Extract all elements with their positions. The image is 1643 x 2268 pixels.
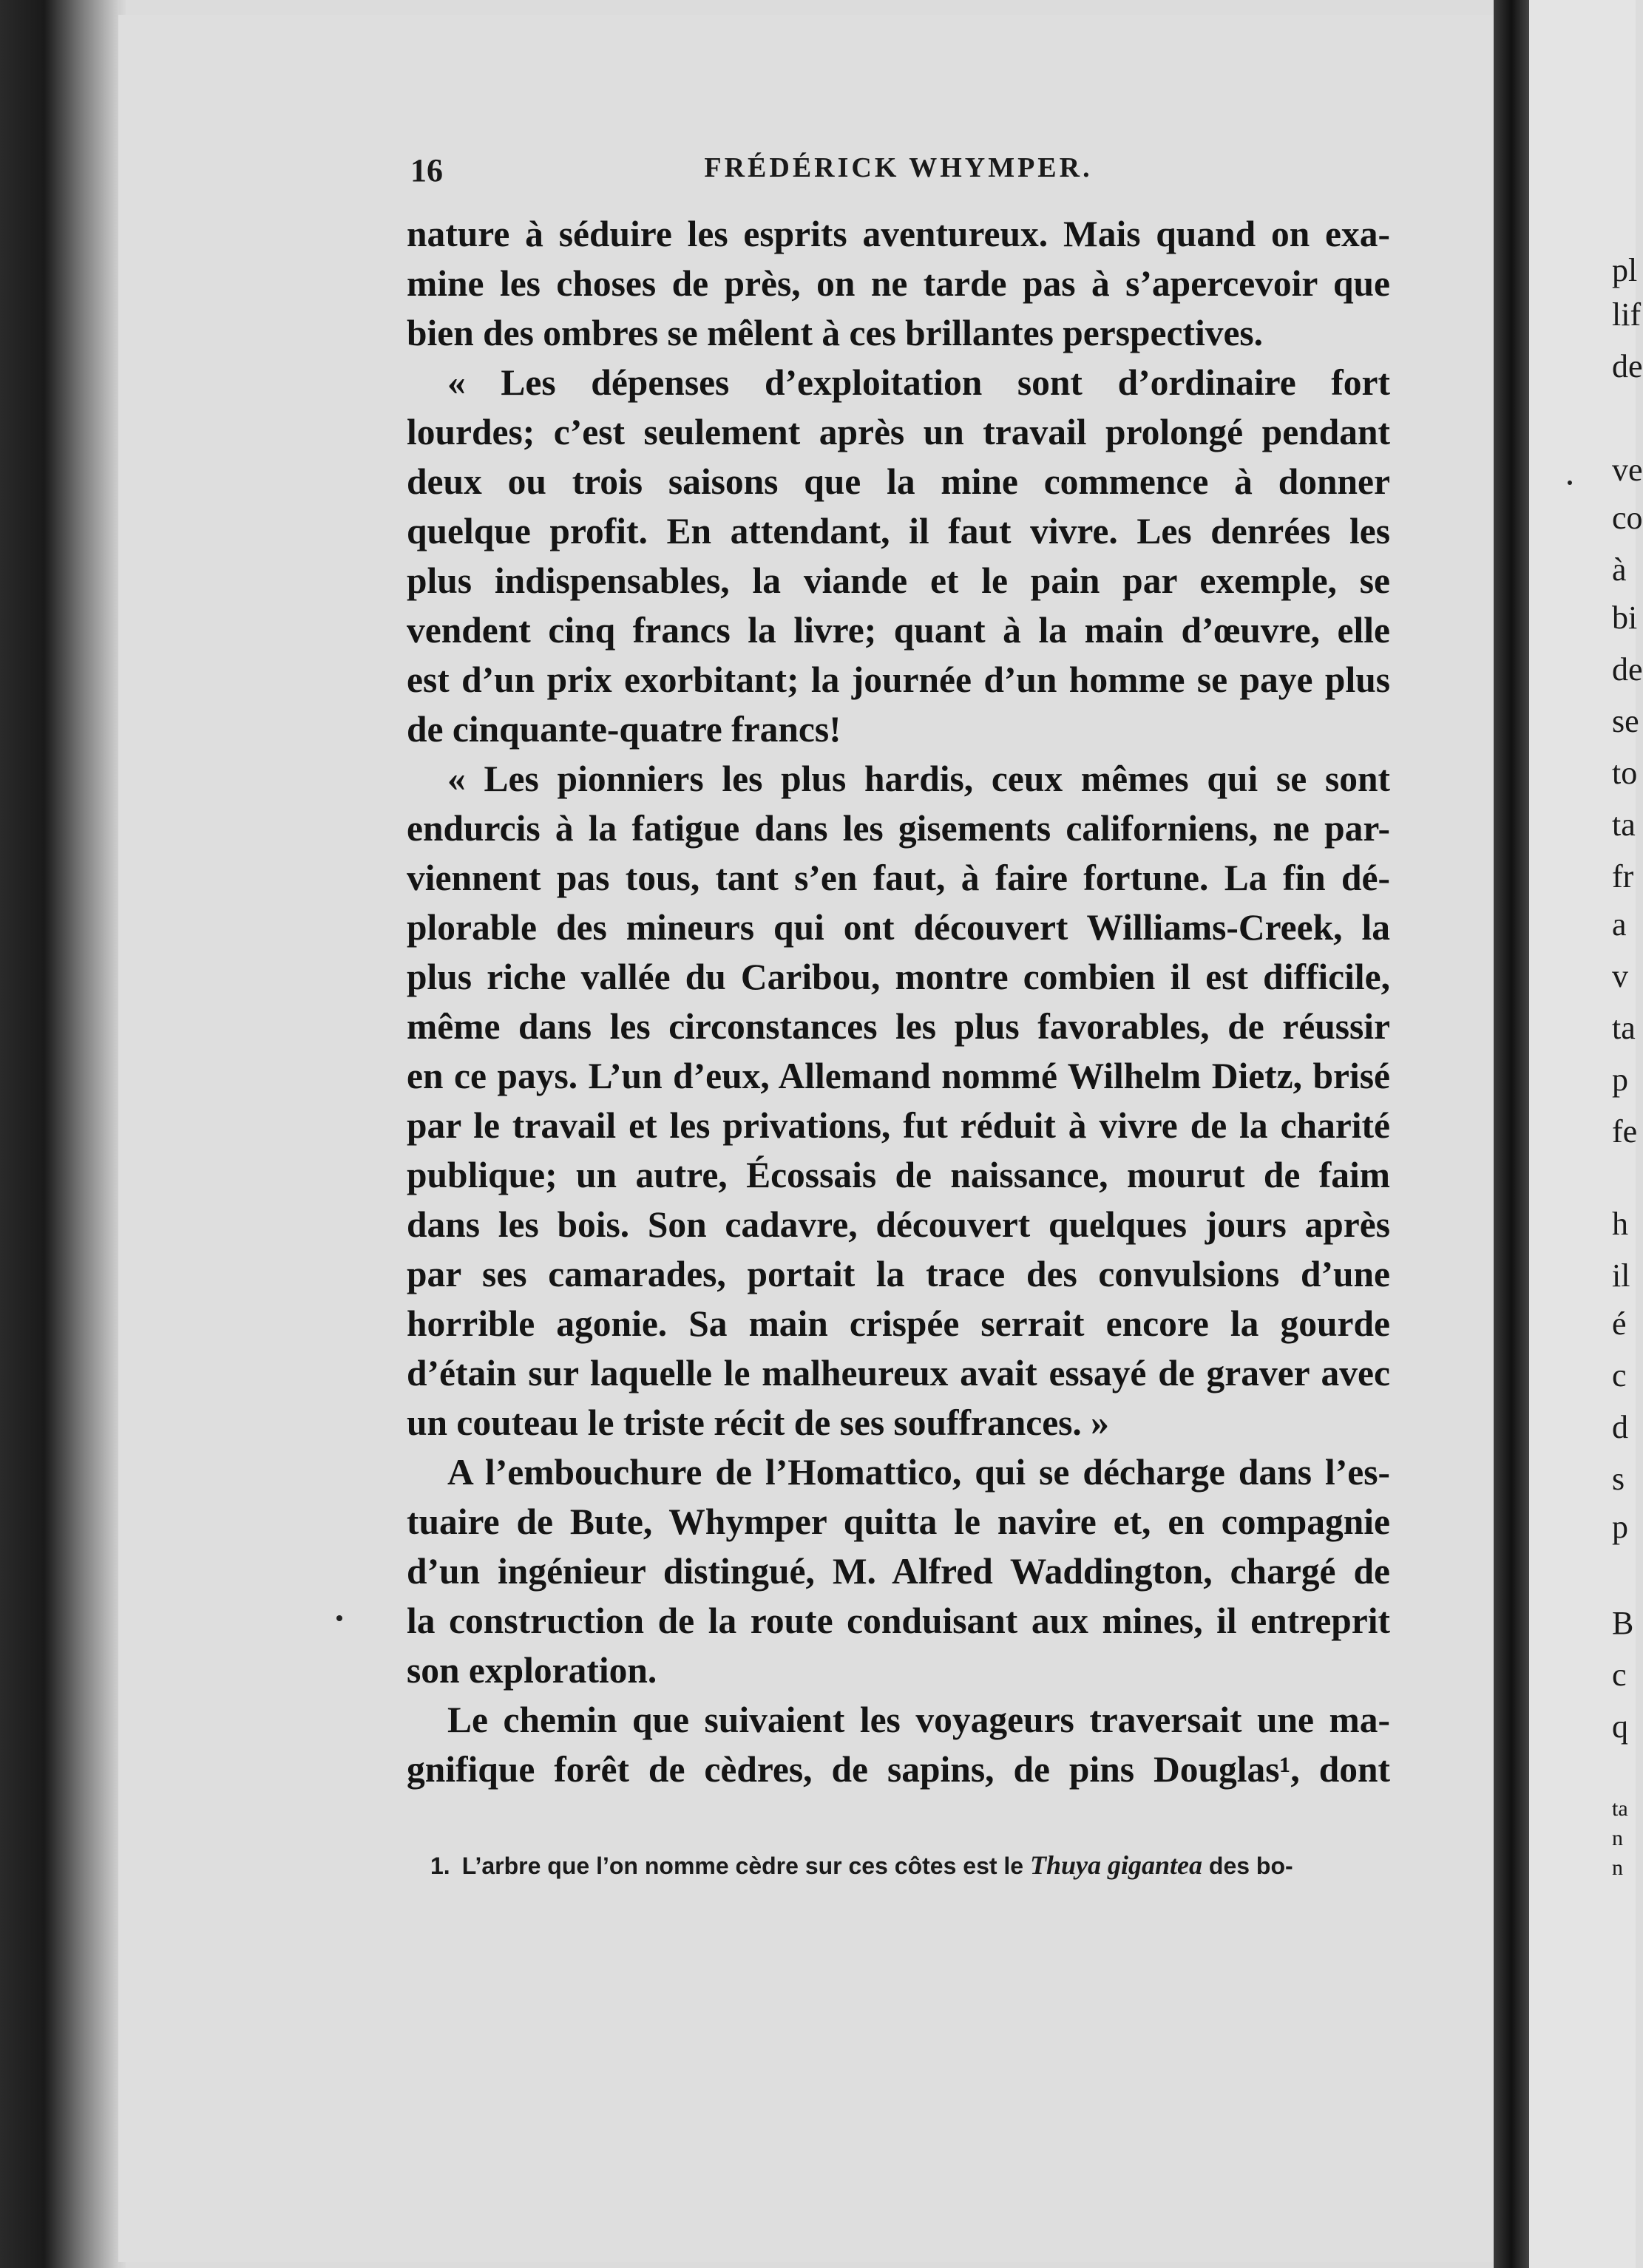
text-line: vendent cinq francs la livre; quant à la main d’œuvre, elle: [407, 610, 1390, 651]
adjacent-page-fragment: c: [1612, 1657, 1627, 1693]
adjacent-page-fragment: co: [1612, 500, 1643, 536]
page-header: [410, 152, 1386, 196]
text-line: A l’embouchure de l’Homattico, qui se décharge dans l’es-: [447, 1452, 1390, 1493]
footnote-text-before: L’arbre que l’on nomme cèdre sur ces côtes est le: [461, 1853, 1024, 1879]
adjacent-page-fragment: bi: [1612, 600, 1638, 636]
adjacent-page-fragment: de: [1612, 651, 1643, 687]
text-line: la construction de la route conduisant aux mines, il entreprit: [407, 1600, 1390, 1641]
text-line: plorable des mineurs qui ont découvert Williams-Creek, la: [407, 907, 1390, 948]
page-number: 16: [410, 152, 443, 189]
adjacent-page-fragment: ve: [1612, 452, 1643, 488]
text-line: publique; un autre, Écossais de naissance, mourut de faim: [407, 1155, 1390, 1195]
text-line: « Les pionniers les plus hardis, ceux mêmes qui se sont: [447, 758, 1390, 799]
book-spine-shadow: [0, 0, 126, 2268]
text-line: même dans les circonstances les plus favorables, de réussir: [407, 1006, 1390, 1047]
adjacent-page-fragment: p: [1612, 1509, 1628, 1545]
adjacent-page-fragment: a: [1612, 906, 1627, 943]
adjacent-page-fragment: n: [1612, 1856, 1623, 1880]
adjacent-page-fragment: lif: [1612, 296, 1642, 333]
text-line: son exploration.: [407, 1650, 657, 1691]
text-line: bien des ombres se mêlent à ces brillantes perspectives.: [407, 313, 1264, 353]
text-line: nature à séduire les esprits aventureux. Mais quand on exa-: [407, 214, 1390, 254]
text-line: dans les bois. Son cadavre, découvert quelques jours après: [407, 1204, 1390, 1245]
adjacent-page-fragment: ta: [1612, 1010, 1636, 1046]
text-line: lourdes; c’est seulement après un travail prolongé pendant: [407, 412, 1390, 452]
adjacent-page-fragment: c: [1612, 1357, 1627, 1393]
adjacent-page-fragment: n: [1612, 1826, 1623, 1850]
adjacent-page-fragment: se: [1612, 703, 1639, 739]
text-line: d’étain sur laquelle le malheureux avait essayé de graver avec: [407, 1353, 1390, 1393]
text-line: par le travail et les privations, fut réduit à vivre de la charité: [407, 1105, 1390, 1146]
text-line: est d’un prix exorbitant; la journée d’un homme se paye plus: [407, 659, 1390, 700]
text-line: plus indispensables, la viande et le pain par exemple, se: [407, 560, 1390, 601]
text-line: tuaire de Bute, Whymper quitta le navire et, en compagnie: [407, 1501, 1390, 1542]
text-line: viennent pas tous, tant s’en faut, à faire fortune. La fin dé-: [407, 858, 1390, 898]
text-line: gnifique forêt de cèdres, de sapins, de pins Douglas¹, dont: [407, 1749, 1390, 1790]
text-line: en ce pays. L’un d’eux, Allemand nommé Wilhelm Dietz, brisé: [407, 1056, 1390, 1096]
adjacent-page-fragment: B: [1612, 1605, 1634, 1641]
adjacent-page-fragment: il: [1612, 1257, 1630, 1294]
adjacent-page-fragment: q: [1612, 1708, 1628, 1745]
text-line: « Les dépenses d’exploitation sont d’ordinaire fort: [447, 362, 1390, 403]
text-line: deux ou trois saisons que la mine commence à donner: [407, 461, 1390, 502]
text-line: mine les choses de près, on ne tarde pas à s’apercevoir que: [407, 263, 1390, 304]
footnote-text-after: des bo-: [1208, 1853, 1293, 1879]
body-text: [407, 209, 1390, 1794]
adjacent-page-fragment: fr: [1612, 858, 1634, 894]
footnote: [407, 1850, 1390, 1881]
adjacent-page-fragment: fe: [1612, 1113, 1638, 1150]
adjacent-page-fragment: h: [1612, 1206, 1628, 1242]
text-line: d’un ingénieur distingué, M. Alfred Waddington, chargé de: [407, 1551, 1390, 1592]
text-line: de cinquante-quatre francs!: [407, 709, 841, 750]
text-line: par ses camarades, portait la trace des convulsions d’une: [407, 1254, 1390, 1294]
footnote-number: 1.: [430, 1853, 450, 1879]
adjacent-page-fragment: d: [1612, 1409, 1628, 1445]
adjacent-page-fragment: to: [1612, 755, 1638, 791]
adjacent-page-fragment: v: [1612, 958, 1628, 994]
adjacent-page-edge: [1529, 0, 1643, 2268]
text-line: Le chemin que suivaient les voyageurs traversait une ma-: [447, 1700, 1390, 1740]
adjacent-page-fragment: ta: [1612, 1796, 1628, 1821]
footnote-italic: Thuya gigantea: [1029, 1850, 1202, 1880]
book-gutter: [1494, 0, 1529, 2268]
text-line: un couteau le triste récit de ses souffrances. »: [407, 1402, 1109, 1443]
adjacent-page-fragment: é: [1612, 1306, 1627, 1342]
running-title: FRÉDÉRICK WHYMPER.: [704, 152, 1093, 183]
adjacent-page-fragment: pl: [1612, 252, 1638, 288]
adjacent-page-fragment: s: [1612, 1461, 1625, 1497]
text-line: horrible agonie. Sa main crispée serrait encore la gourde: [407, 1303, 1390, 1344]
scan-speck: [1568, 481, 1572, 485]
text-line: endurcis à la fatigue dans les gisements californiens, ne par-: [407, 808, 1390, 849]
text-line: plus riche vallée du Caribou, montre combien il est difficile,: [407, 957, 1390, 997]
adjacent-page-fragment: à: [1612, 551, 1627, 588]
adjacent-page-fragment: p: [1612, 1062, 1628, 1098]
scan-speck: [336, 1615, 342, 1621]
text-line: quelque profit. En attendant, il faut vivre. Les denrées les: [407, 511, 1390, 551]
adjacent-page-fragment: de: [1612, 348, 1643, 384]
adjacent-page-fragment: ta: [1612, 807, 1636, 843]
